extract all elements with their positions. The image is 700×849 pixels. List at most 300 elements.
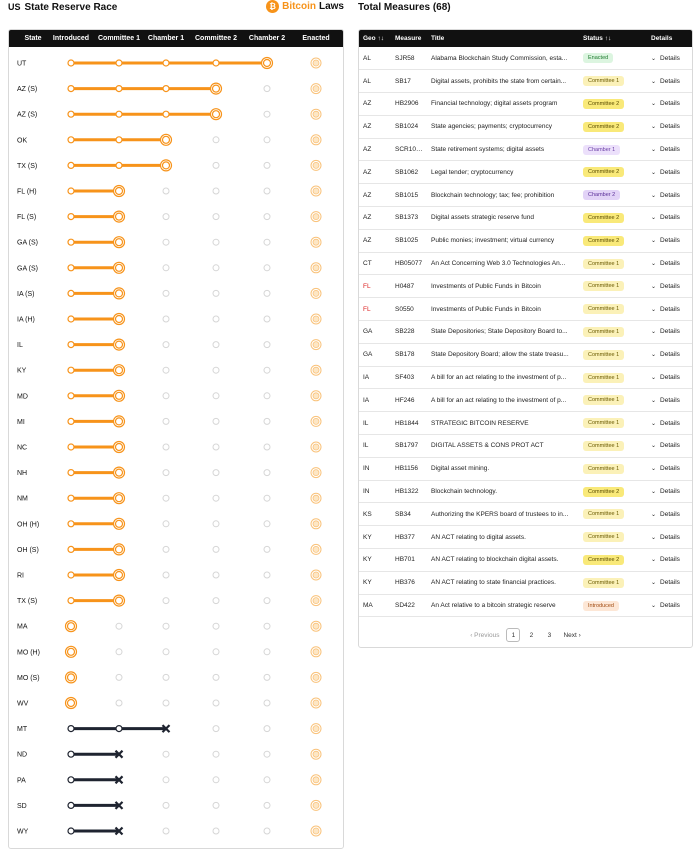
geo-cell: IA — [359, 366, 391, 389]
race-pending-dot — [213, 726, 219, 732]
race-column-headers — [9, 30, 343, 47]
race-pending-dot — [163, 649, 169, 655]
geo-cell: CT — [359, 252, 391, 275]
details-label: Details — [660, 533, 680, 541]
chevron-down-icon: ⌄ — [651, 238, 657, 245]
race-pending-dot — [264, 751, 270, 757]
race-current-dot — [68, 648, 75, 655]
measures-table — [359, 30, 693, 617]
race-pending-dot — [264, 623, 270, 629]
table-row[interactable] — [359, 366, 693, 389]
details-toggle[interactable] — [647, 412, 693, 435]
race-enacted-target-inner — [313, 828, 319, 834]
race-pending-dot — [163, 777, 169, 783]
race-pending-dot — [163, 470, 169, 476]
race-pending-dot — [163, 598, 169, 604]
race-pending-dot — [264, 649, 270, 655]
details-label: Details — [660, 191, 680, 199]
col-title: Title — [431, 35, 445, 42]
status-badge: Committee 2 — [583, 122, 624, 132]
race-stage-dot — [68, 188, 74, 194]
race-stage-dot — [68, 726, 74, 732]
chevron-down-icon: ⌄ — [651, 261, 657, 268]
details-toggle[interactable] — [647, 207, 693, 230]
race-pending-dot — [213, 674, 219, 680]
race-state-label: UT — [17, 60, 27, 68]
col-measure: Measure — [395, 35, 422, 42]
table-row[interactable] — [359, 412, 693, 435]
title-cell: Alabama Blockchain Study Commission, esta... — [427, 47, 579, 70]
table-row[interactable] — [359, 343, 693, 366]
table-row[interactable] — [359, 526, 693, 549]
race-enacted-target-inner — [313, 444, 319, 450]
race-enacted-target-inner — [313, 86, 319, 92]
details-label: Details — [660, 123, 680, 131]
status-badge: Committee 1 — [583, 578, 624, 588]
table-row[interactable] — [359, 594, 693, 617]
details-label: Details — [660, 602, 680, 610]
status-cell — [579, 503, 647, 526]
title-cell: A bill for an act relating to the investment of p... — [427, 389, 579, 412]
race-header-introduced: Introduced — [52, 35, 90, 42]
status-cell — [579, 47, 647, 70]
geo-cell: AL — [359, 47, 391, 70]
race-state-label: KY — [17, 367, 27, 375]
measure-cell: HB377 — [391, 526, 427, 549]
measure-cell: SB1797 — [391, 435, 427, 458]
race-enacted-target-inner — [313, 521, 319, 527]
geo-cell: AZ — [359, 138, 391, 161]
race-pending-dot — [213, 521, 219, 527]
details-label: Details — [660, 465, 680, 473]
status-cell — [579, 298, 647, 321]
race-pending-dot — [163, 239, 169, 245]
page-button-3[interactable]: 3 — [547, 631, 552, 639]
chevron-down-icon: ⌄ — [651, 124, 657, 131]
details-toggle[interactable] — [647, 594, 693, 617]
race-current-dot — [116, 188, 123, 195]
details-toggle[interactable] — [647, 435, 693, 458]
details-toggle[interactable] — [647, 321, 693, 344]
race-state-label: WV — [17, 700, 29, 708]
race-pending-dot — [163, 290, 169, 296]
status-cell — [579, 389, 647, 412]
page-button-1[interactable]: 1 — [506, 628, 520, 642]
race-pending-dot — [163, 316, 169, 322]
status-cell — [579, 93, 647, 116]
race-pending-dot — [264, 598, 270, 604]
details-label: Details — [660, 510, 680, 518]
race-stage-dot — [163, 86, 169, 92]
race-pending-dot — [213, 546, 219, 552]
details-toggle[interactable] — [647, 549, 693, 572]
title-cell: DIGITAL ASSETS & CONS PROT ACT — [427, 435, 579, 458]
status-cell — [579, 207, 647, 230]
race-stage-dot — [163, 111, 169, 117]
table-row[interactable] — [359, 571, 693, 594]
chevron-down-icon: ⌄ — [651, 375, 657, 382]
race-pending-dot — [163, 700, 169, 706]
table-row[interactable] — [359, 298, 693, 321]
race-state-label: MA — [17, 623, 28, 631]
details-label: Details — [660, 168, 680, 176]
race-state-label: IA (S) — [17, 290, 35, 298]
table-row[interactable] — [359, 503, 693, 526]
race-current-dot — [163, 136, 170, 143]
race-pending-dot — [264, 86, 270, 92]
page-button-2[interactable]: 2 — [529, 631, 534, 639]
race-state-label: SD — [17, 802, 27, 810]
chevron-down-icon: ⌄ — [651, 557, 657, 564]
race-pending-dot — [264, 265, 270, 271]
geo-cell: KY — [359, 571, 391, 594]
race-pending-dot — [213, 393, 219, 399]
table-row[interactable] — [359, 435, 693, 458]
table-row[interactable] — [359, 275, 693, 298]
bitcoin-laws-logo-icon: ₿ — [266, 0, 279, 13]
race-enacted-target-inner — [313, 162, 319, 168]
race-current-dot — [116, 444, 123, 451]
table-row[interactable] — [359, 457, 693, 480]
us-flag-label: US — [8, 2, 21, 12]
title-cell: Public monies; investment; virtual currency — [427, 229, 579, 252]
race-state-label: ND — [17, 751, 28, 759]
details-toggle[interactable] — [647, 526, 693, 549]
measure-cell: SB17 — [391, 70, 427, 93]
race-stage-dot — [68, 444, 74, 450]
race-state-label: MO (S) — [17, 674, 40, 682]
race-current-dot — [116, 597, 123, 604]
table-row[interactable] — [359, 549, 693, 572]
race-pending-dot — [163, 265, 169, 271]
race-pending-dot — [264, 726, 270, 732]
details-label: Details — [660, 488, 680, 496]
status-cell — [579, 161, 647, 184]
details-toggle[interactable] — [647, 503, 693, 526]
details-label: Details — [660, 396, 680, 404]
status-badge: Committee 1 — [583, 327, 624, 337]
measure-cell: SJR58 — [391, 47, 427, 70]
race-state-label: GA (S) — [17, 239, 39, 247]
table-row[interactable] — [359, 229, 693, 252]
table-row[interactable] — [359, 161, 693, 184]
race-pending-dot — [213, 700, 219, 706]
race-pending-dot — [213, 367, 219, 373]
title-cell: State agencies; payments; cryptocurrency — [427, 115, 579, 138]
race-pending-dot — [163, 188, 169, 194]
race-pending-dot — [213, 162, 219, 168]
race-state-label: FL (S) — [17, 214, 37, 222]
race-stage-dot — [68, 802, 74, 808]
measures-panel — [358, 29, 693, 648]
race-pending-dot — [116, 649, 122, 655]
table-row[interactable] — [359, 70, 693, 93]
chevron-down-icon: ⌄ — [651, 306, 657, 313]
geo-cell: FL — [359, 298, 391, 321]
race-pending-dot — [213, 188, 219, 194]
race-state-label: NM — [17, 495, 28, 503]
status-badge: Enacted — [583, 53, 613, 63]
status-cell — [579, 343, 647, 366]
chevron-down-icon: ⌄ — [651, 283, 657, 290]
details-toggle[interactable] — [647, 343, 693, 366]
table-row[interactable] — [359, 115, 693, 138]
status-cell — [579, 594, 647, 617]
measure-cell: HB701 — [391, 549, 427, 572]
col-status[interactable]: Status ↑↓ — [583, 35, 612, 42]
details-toggle[interactable] — [647, 161, 693, 184]
chevron-down-icon: ⌄ — [651, 420, 657, 427]
race-enacted-target-inner — [313, 214, 319, 220]
geo-cell: KS — [359, 503, 391, 526]
race-pending-dot — [264, 546, 270, 552]
race-state-label: OK — [17, 137, 28, 145]
race-stage-dot — [68, 495, 74, 501]
race-stage-dot — [68, 265, 74, 271]
race-pending-dot — [264, 162, 270, 168]
details-label: Details — [660, 100, 680, 108]
title-cell: AN ACT relating to blockchain digital assets. — [427, 549, 579, 572]
measure-cell: HB376 — [391, 571, 427, 594]
race-header-chamber-1: Chamber 1 — [147, 35, 185, 42]
table-row[interactable] — [359, 389, 693, 412]
race-enacted-target-inner — [313, 674, 319, 680]
race-enacted-target-inner — [313, 546, 319, 552]
race-state-label: MI — [17, 418, 25, 426]
table-row[interactable] — [359, 184, 693, 207]
race-enacted-target-inner — [313, 290, 319, 296]
race-state-label: FL (H) — [17, 188, 37, 196]
title-cell: Financial technology; digital assets program — [427, 93, 579, 116]
race-enacted-target-inner — [313, 598, 319, 604]
title-cell: Legal tender; cryptocurrency — [427, 161, 579, 184]
race-stage-dot — [68, 751, 74, 757]
previous-page-button[interactable]: ‹ Previous — [470, 631, 500, 639]
details-label: Details — [660, 556, 680, 564]
race-enacted-target-inner — [313, 342, 319, 348]
status-badge: Committee 1 — [583, 373, 624, 383]
race-state-label: MO (H) — [17, 649, 40, 657]
details-toggle[interactable] — [647, 480, 693, 503]
status-cell — [579, 571, 647, 594]
table-row[interactable] — [359, 207, 693, 230]
details-label: Details — [660, 328, 680, 336]
geo-cell: GA — [359, 321, 391, 344]
status-badge: Committee 2 — [583, 236, 624, 246]
details-toggle[interactable] — [647, 184, 693, 207]
title-cell: Blockchain technology. — [427, 480, 579, 503]
measure-cell: SB1062 — [391, 161, 427, 184]
race-state-label: GA (S) — [17, 265, 39, 273]
bitcoin-laws-brand[interactable] — [266, 0, 344, 13]
table-row[interactable] — [359, 321, 693, 344]
title-cell: An Act relative to a bitcoin strategic reserve — [427, 594, 579, 617]
race-pending-dot — [163, 393, 169, 399]
brand-secondary: Laws — [318, 1, 344, 12]
table-row[interactable] — [359, 138, 693, 161]
geo-cell: AZ — [359, 93, 391, 116]
race-enacted-target-inner — [313, 137, 319, 143]
race-pending-dot — [264, 316, 270, 322]
geo-cell: AZ — [359, 229, 391, 252]
race-pending-dot — [213, 572, 219, 578]
race-pending-dot — [264, 137, 270, 143]
race-enacted-target-inner — [313, 495, 319, 501]
table-row[interactable] — [359, 252, 693, 275]
status-badge: Committee 2 — [583, 213, 624, 223]
details-toggle[interactable] — [647, 252, 693, 275]
race-enacted-target-inner — [313, 649, 319, 655]
details-toggle[interactable] — [647, 298, 693, 321]
race-pending-dot — [213, 495, 219, 501]
details-toggle[interactable] — [647, 229, 693, 252]
race-pending-dot — [213, 265, 219, 271]
race-current-dot — [116, 341, 123, 348]
next-page-button[interactable]: Next › — [563, 631, 581, 639]
race-pending-dot — [213, 137, 219, 143]
col-details: Details — [651, 35, 673, 42]
status-badge: Committee 1 — [583, 418, 624, 428]
race-enacted-target-inner — [313, 777, 319, 783]
details-toggle[interactable] — [647, 275, 693, 298]
race-current-dot — [116, 316, 123, 323]
details-toggle[interactable] — [647, 138, 693, 161]
race-pending-dot — [213, 802, 219, 808]
status-cell — [579, 252, 647, 275]
race-stage-dot — [68, 521, 74, 527]
sort-icon[interactable]: ↑↓ — [377, 35, 384, 42]
title-cell: State Depository Board; allow the state treasu... — [427, 343, 579, 366]
status-badge: Chamber 2 — [583, 190, 620, 200]
race-stage-dot — [163, 60, 169, 66]
race-state-label: RI — [17, 572, 24, 580]
race-pending-dot — [264, 828, 270, 834]
race-pending-dot — [116, 674, 122, 680]
race-pending-dot — [264, 495, 270, 501]
race-pending-dot — [163, 214, 169, 220]
table-row[interactable] — [359, 480, 693, 503]
race-state-label: IA (H) — [17, 316, 35, 324]
race-state-label: MT — [17, 726, 28, 734]
race-pending-dot — [213, 777, 219, 783]
race-pending-dot — [264, 674, 270, 680]
details-toggle[interactable] — [647, 389, 693, 412]
measure-cell: SCR1005 — [391, 138, 427, 161]
race-enacted-target-inner — [313, 60, 319, 66]
race-current-dot — [213, 111, 220, 118]
measure-cell: SB1373 — [391, 207, 427, 230]
geo-cell: IA — [359, 389, 391, 412]
race-state-label: NH — [17, 470, 28, 478]
race-current-dot — [116, 546, 123, 553]
race-pending-dot — [213, 470, 219, 476]
chevron-down-icon: ⌄ — [651, 511, 657, 518]
status-cell — [579, 549, 647, 572]
race-pending-dot — [163, 751, 169, 757]
details-label: Details — [660, 442, 680, 450]
details-toggle[interactable] — [647, 93, 693, 116]
chevron-down-icon: ⌄ — [651, 329, 657, 336]
status-badge: Committee 1 — [583, 350, 624, 360]
race-pending-dot — [264, 290, 270, 296]
race-enacted-target-inner — [313, 367, 319, 373]
measure-cell: HB2906 — [391, 93, 427, 116]
details-label: Details — [660, 237, 680, 245]
race-pending-dot — [264, 418, 270, 424]
table-row[interactable] — [359, 93, 693, 116]
table-row[interactable] — [359, 47, 693, 70]
chevron-down-icon: ⌄ — [651, 215, 657, 222]
status-badge: Committee 1 — [583, 304, 624, 314]
race-header — [8, 0, 344, 14]
race-state-label: MD — [17, 393, 28, 401]
title-cell: State retirement systems; digital assets — [427, 138, 579, 161]
details-label: Details — [660, 214, 680, 222]
race-pending-dot — [163, 572, 169, 578]
race-header-chamber-2: Chamber 2 — [248, 35, 286, 42]
details-toggle[interactable] — [647, 47, 693, 70]
col-geo[interactable]: Geo ↑↓ — [363, 35, 384, 42]
chevron-down-icon: ⌄ — [651, 534, 657, 541]
status-badge: Committee 1 — [583, 532, 624, 542]
title-cell: AN ACT relating to digital assets. — [427, 526, 579, 549]
measure-cell: SB228 — [391, 321, 427, 344]
chevron-down-icon: ⌄ — [651, 147, 657, 154]
geo-cell: AZ — [359, 207, 391, 230]
race-current-dot — [116, 418, 123, 425]
status-badge: Committee 2 — [583, 487, 624, 497]
details-label: Details — [660, 282, 680, 290]
status-cell — [579, 275, 647, 298]
details-label: Details — [660, 77, 680, 85]
measure-cell: SB1025 — [391, 229, 427, 252]
race-pending-dot — [163, 521, 169, 527]
details-toggle[interactable] — [647, 115, 693, 138]
race-pending-dot — [264, 802, 270, 808]
race-stage-dot — [116, 162, 122, 168]
details-toggle[interactable] — [647, 457, 693, 480]
race-enacted-target-inner — [313, 418, 319, 424]
status-cell — [579, 457, 647, 480]
details-toggle[interactable] — [647, 571, 693, 594]
details-label: Details — [660, 305, 680, 313]
race-current-dot — [116, 290, 123, 297]
sort-icon[interactable]: ↑↓ — [604, 35, 612, 42]
title-cell: Investments of Public Funds in Bitcoin — [427, 275, 579, 298]
race-pending-dot — [264, 111, 270, 117]
title-cell: Digital asset mining. — [427, 457, 579, 480]
details-toggle[interactable] — [647, 70, 693, 93]
details-toggle[interactable] — [647, 366, 693, 389]
status-badge: Committee 2 — [583, 555, 624, 565]
race-pending-dot — [163, 495, 169, 501]
race-enacted-target-inner — [313, 393, 319, 399]
race-current-dot — [116, 572, 123, 579]
race-stage-dot — [68, 162, 74, 168]
race-pending-dot — [116, 700, 122, 706]
measures-title: Total Measures (68) — [358, 1, 451, 13]
status-cell — [579, 115, 647, 138]
measure-cell: HF246 — [391, 389, 427, 412]
measure-cell: SD422 — [391, 594, 427, 617]
details-label: Details — [660, 374, 680, 382]
geo-cell: AL — [359, 70, 391, 93]
status-badge: Committee 1 — [583, 281, 624, 291]
measure-cell: S0550 — [391, 298, 427, 321]
race-enacted-target-inner — [313, 726, 319, 732]
race-pending-dot — [264, 342, 270, 348]
race-enacted-target-inner — [313, 239, 319, 245]
